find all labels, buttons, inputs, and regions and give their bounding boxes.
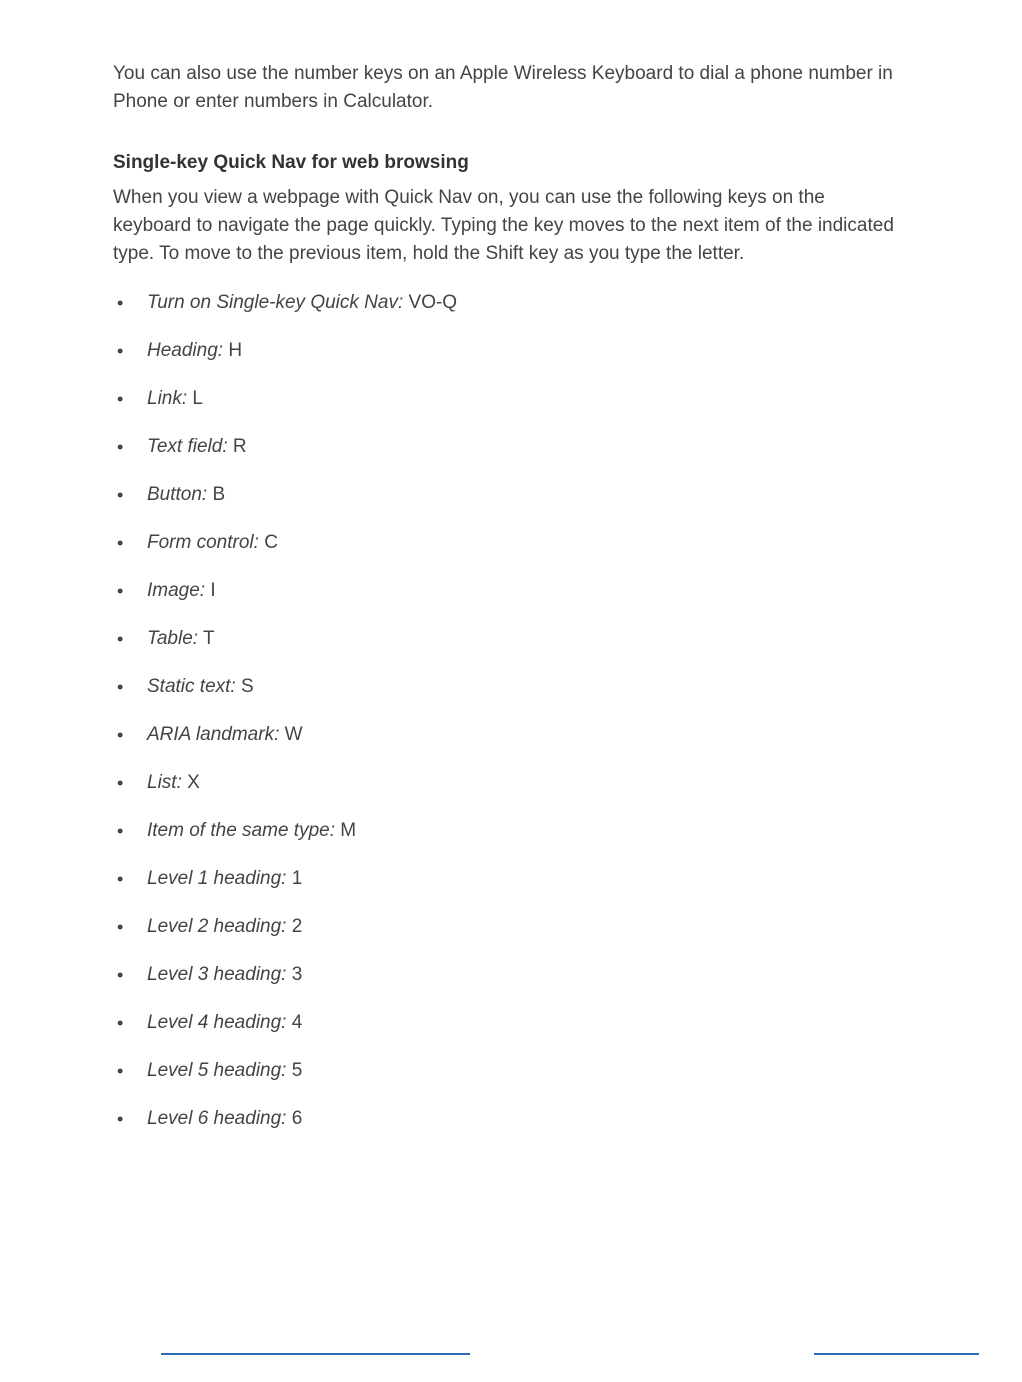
intro-paragraph: You can also use the number keys on an Apple Wireless Keyboard to dial a phone number in Phone or enter numbers in Calculator. bbox=[113, 63, 893, 112]
shortcut-label: Table: bbox=[147, 628, 199, 649]
shortcut-label: Image: bbox=[147, 580, 206, 601]
footer-link-underline-right bbox=[814, 1353, 979, 1355]
shortcut-label: Level 2 heading: bbox=[147, 916, 287, 937]
bullet-icon: • bbox=[117, 725, 124, 745]
shortcut-item bbox=[113, 290, 903, 338]
bullet-icon: • bbox=[117, 485, 124, 505]
shortcut-key: 6 bbox=[291, 1108, 303, 1129]
shortcut-item bbox=[113, 386, 903, 434]
shortcut-item bbox=[113, 578, 903, 626]
shortcut-key: W bbox=[284, 724, 303, 745]
shortcut-label: Button: bbox=[147, 484, 208, 505]
shortcut-key: M bbox=[340, 820, 357, 841]
shortcut-item bbox=[113, 674, 903, 722]
shortcut-key: 3 bbox=[291, 964, 303, 985]
shortcut-label: List: bbox=[147, 772, 182, 793]
bullet-icon: • bbox=[117, 437, 124, 457]
shortcut-key: S bbox=[240, 676, 254, 697]
bullet-icon: • bbox=[117, 869, 124, 889]
shortcut-key: 1 bbox=[291, 868, 303, 889]
shortcut-key: 5 bbox=[291, 1060, 303, 1081]
shortcut-item bbox=[113, 818, 903, 866]
shortcut-label: Level 1 heading: bbox=[147, 868, 287, 889]
shortcut-label: Text field: bbox=[147, 436, 228, 457]
bullet-icon: • bbox=[117, 293, 124, 313]
shortcut-item bbox=[113, 1058, 903, 1106]
shortcut-item bbox=[113, 770, 903, 818]
shortcut-label: ARIA landmark: bbox=[147, 724, 280, 745]
bullet-icon: • bbox=[117, 1109, 124, 1129]
shortcut-key: T bbox=[203, 628, 215, 649]
shortcut-item bbox=[113, 1106, 903, 1154]
bullet-icon: • bbox=[117, 917, 124, 937]
shortcut-key: C bbox=[264, 532, 278, 553]
shortcut-key: X bbox=[187, 772, 200, 793]
bullet-icon: • bbox=[117, 581, 124, 601]
shortcut-list bbox=[113, 290, 903, 1154]
bullet-icon: • bbox=[117, 821, 124, 841]
shortcut-label: Level 4 heading: bbox=[147, 1012, 287, 1033]
shortcut-key: R bbox=[232, 436, 247, 457]
bullet-icon: • bbox=[117, 389, 124, 409]
shortcut-item bbox=[113, 722, 903, 770]
shortcut-label: Heading: bbox=[147, 340, 224, 361]
shortcut-item bbox=[113, 434, 903, 482]
section-description: When you view a webpage with Quick Nav on, you can use the following keys on the keyboard to navigate the page quickly. Typing the key moves to the next item of the indicated type. To move to the previous item, hold the Shift key as you type the letter. bbox=[113, 187, 894, 264]
shortcut-key: I bbox=[210, 580, 216, 601]
shortcut-item bbox=[113, 626, 903, 674]
shortcut-label: Item of the same type: bbox=[147, 820, 335, 841]
shortcut-key: VO-Q bbox=[408, 292, 458, 313]
document-page bbox=[113, 60, 903, 1154]
shortcut-item bbox=[113, 866, 903, 914]
shortcut-item bbox=[113, 914, 903, 962]
shortcut-label: Turn on Single-key Quick Nav: bbox=[147, 292, 404, 313]
shortcut-key: B bbox=[212, 484, 226, 505]
shortcut-label: Level 3 heading: bbox=[147, 964, 287, 985]
bullet-icon: • bbox=[117, 341, 124, 361]
shortcut-label: Level 5 heading: bbox=[147, 1060, 287, 1081]
shortcut-key: H bbox=[228, 340, 243, 361]
shortcut-item bbox=[113, 962, 903, 1010]
bullet-icon: • bbox=[117, 629, 124, 649]
bullet-icon: • bbox=[117, 677, 124, 697]
shortcut-label: Link: bbox=[147, 388, 188, 409]
section-heading: Single-key Quick Nav for web browsing bbox=[113, 152, 469, 173]
bullet-icon: • bbox=[117, 1061, 124, 1081]
shortcut-key: 2 bbox=[291, 916, 303, 937]
shortcut-item bbox=[113, 482, 903, 530]
footer-link-underline-left bbox=[161, 1353, 470, 1355]
shortcut-item bbox=[113, 530, 903, 578]
shortcut-label: Form control: bbox=[147, 532, 259, 553]
shortcut-label: Level 6 heading: bbox=[147, 1108, 287, 1129]
bullet-icon: • bbox=[117, 533, 124, 553]
bullet-icon: • bbox=[117, 965, 124, 985]
bullet-icon: • bbox=[117, 773, 124, 793]
shortcut-item bbox=[113, 1010, 903, 1058]
shortcut-key: 4 bbox=[291, 1012, 303, 1033]
shortcut-item bbox=[113, 338, 903, 386]
shortcut-label: Static text: bbox=[147, 676, 236, 697]
bullet-icon: • bbox=[117, 1013, 124, 1033]
shortcut-key: L bbox=[192, 388, 203, 409]
